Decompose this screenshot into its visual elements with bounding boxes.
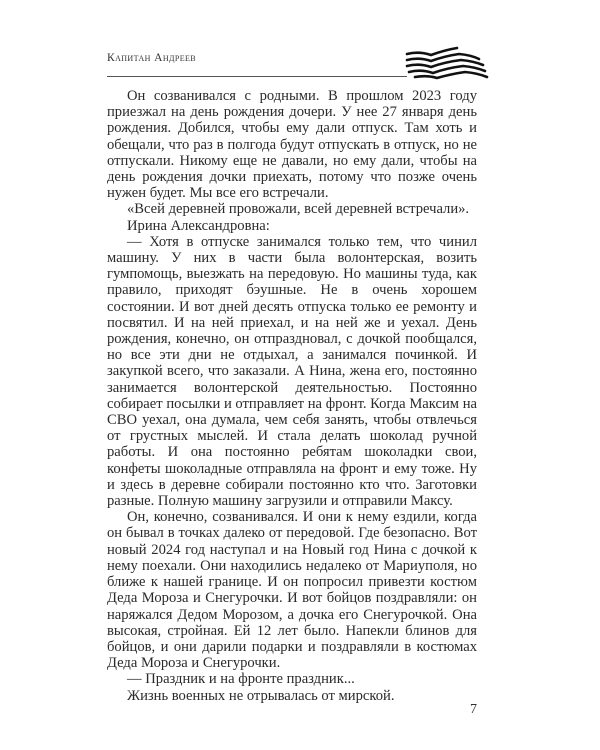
paragraph: Он созванивался с родными. В прошлом 2023 году приезжал на день рождения дочери. У нее 27 января день рождения. Добился, чтобы ему дали отпуск. Там хоть и обещали, что раз в полгода будут отпускать в отпуск, но не отпускали. Никому еще не давали, но ему дали, чтобы на день рождения дочки приехать, потому что позже очень нужен будет. Мы все его встречали. <box>107 88 477 202</box>
paragraph: — Хотя в отпуске занимался только тем, что чинил машину. У них в части была волонтерская, возить гумпомощь, выезжать на передовую. Но машины туда, как правило, приходят бэушные. Не в очень хорошем состоянии. И вот дней десять отпуска только ее ремонту и посвятил. И на ней приехал, и на ней же и уехал. День рождения, конечно, он отпраздновал, с дочкой пообщался, но все эти дни не отдыхал, а занимался починкой. И закупкой всего, что заказали. А Нина, жена его, постоянно занимается волонтерской деятельностью. Постоянно собирает посылки и отправляет на фронт. Когда Максим на СВО уехал, она думала, чем себя занять, чтобы отвлечься от грустных мыслей. И стала делать шоколад ручной работы. И она постоянно ребятам шоколадки свои, конфеты шоколадные отправляла на фронт и ему тоже. Ну и здесь в деревне собирали постоянно кто что. Заготовки разные. Полную машину загрузили и отправили Максу. <box>107 233 477 510</box>
body-text <box>107 88 477 704</box>
paragraph: «Всей деревней провожали, всей деревней встречали». <box>127 201 470 218</box>
page-number: 7 <box>470 702 477 717</box>
st-george-ribbon-icon <box>405 46 495 86</box>
paragraph: Жизнь военных не отрывалась от мирской. <box>127 687 395 704</box>
header-rule <box>107 76 407 77</box>
paragraph: — Праздник и на фронте праздник... <box>127 671 355 688</box>
paragraph: Ирина Александровна: <box>127 217 270 234</box>
running-title: Капитан Андреев <box>107 52 197 64</box>
paragraph: Он, конечно, созванивался. И они к нему ездили, когда он бывал в точках далеко от передовой. Где безопасно. Вот новый 2024 год наступал и на Новый год Нина с дочкой к нему поехали. Они находились недалеко от Мариуполя, но ближе к нашей границе. И он попросил привезти костюм Деда Мороза и Снегурочки. И вот бойцов поздравляли: он наряжался Дедом Морозом, а дочка его Снегурочкой. Она высокая, стройная. Ей 12 лет было. Напекли блинов для бойцов, и они дарили подарки и поздравляли в костюмах Деда Мороза и Снегурочки. <box>107 509 477 672</box>
